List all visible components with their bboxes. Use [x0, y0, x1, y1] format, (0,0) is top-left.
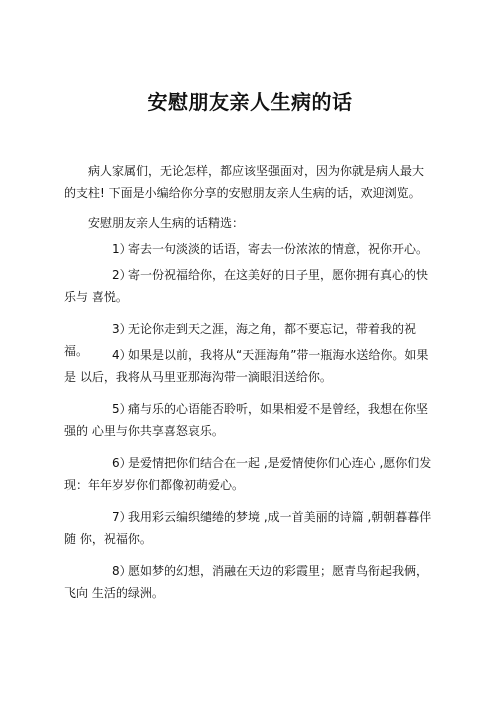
item-number: 1）	[112, 242, 132, 256]
list-item	[64, 560, 436, 604]
item-number: 7）	[112, 510, 132, 524]
item-number: 8）	[112, 564, 132, 578]
list-item	[64, 238, 436, 260]
item-text: 愿如梦的幻想，消融在天边的彩霞里；愿青鸟衔起我俩，飞向 生活的绿洲。	[64, 564, 429, 600]
intro-paragraph: 病人家属们，无论怎样，都应该坚强面对，因为你就是病人最大 的支柱! 下面是小编给你分享的安慰朋友亲人生病的话，欢迎浏览。	[64, 164, 425, 200]
item-text: 如果是以前，我将从“天涯海角”带一瓶海水送给你。如果是 以后，我将从马里亚那海沟带一滴眼泪送给你。	[64, 348, 429, 384]
item-number: 3）	[112, 322, 132, 336]
item-text: 寄一份祝福给你，在这美好的日子里，愿你拥有真心的快乐与 喜悦。	[64, 268, 429, 304]
item-number: 4）	[112, 348, 132, 362]
item-text: 是爱情把你们结合在一起 ,是爱情使你们心连心 ,愿你们发现：年年岁岁你们都像初萌爱心。	[64, 456, 432, 492]
list-item	[64, 344, 436, 388]
item-number: 2）	[112, 268, 132, 282]
item-number: 5）	[112, 402, 132, 416]
item-text: 我用彩云编织缱绻的梦境 ,成一首美丽的诗篇 ,朝朝暮暮伴随 你，祝福你。	[64, 510, 432, 546]
page-title: 安慰朋友亲人生病的话	[147, 90, 353, 114]
list-item	[64, 264, 436, 308]
item-text: 痛与乐的心语能否聆听，如果相爱不是曾经，我想在你坚强的 心里与你共享喜怒哀乐。	[64, 402, 429, 438]
item-number: 6）	[112, 456, 132, 470]
item-text: 寄去一句淡淡的话语，寄去一份浓浓的情意，祝你开心。	[128, 242, 429, 256]
section-heading: 安慰朋友亲人生病的话精选：	[88, 216, 245, 230]
list-item	[64, 398, 436, 442]
list-item	[64, 452, 436, 496]
list-item	[64, 506, 436, 550]
item-text: 无论你走到天之涯，海之角，都不要忘记，带着我的祝福。	[64, 322, 417, 358]
